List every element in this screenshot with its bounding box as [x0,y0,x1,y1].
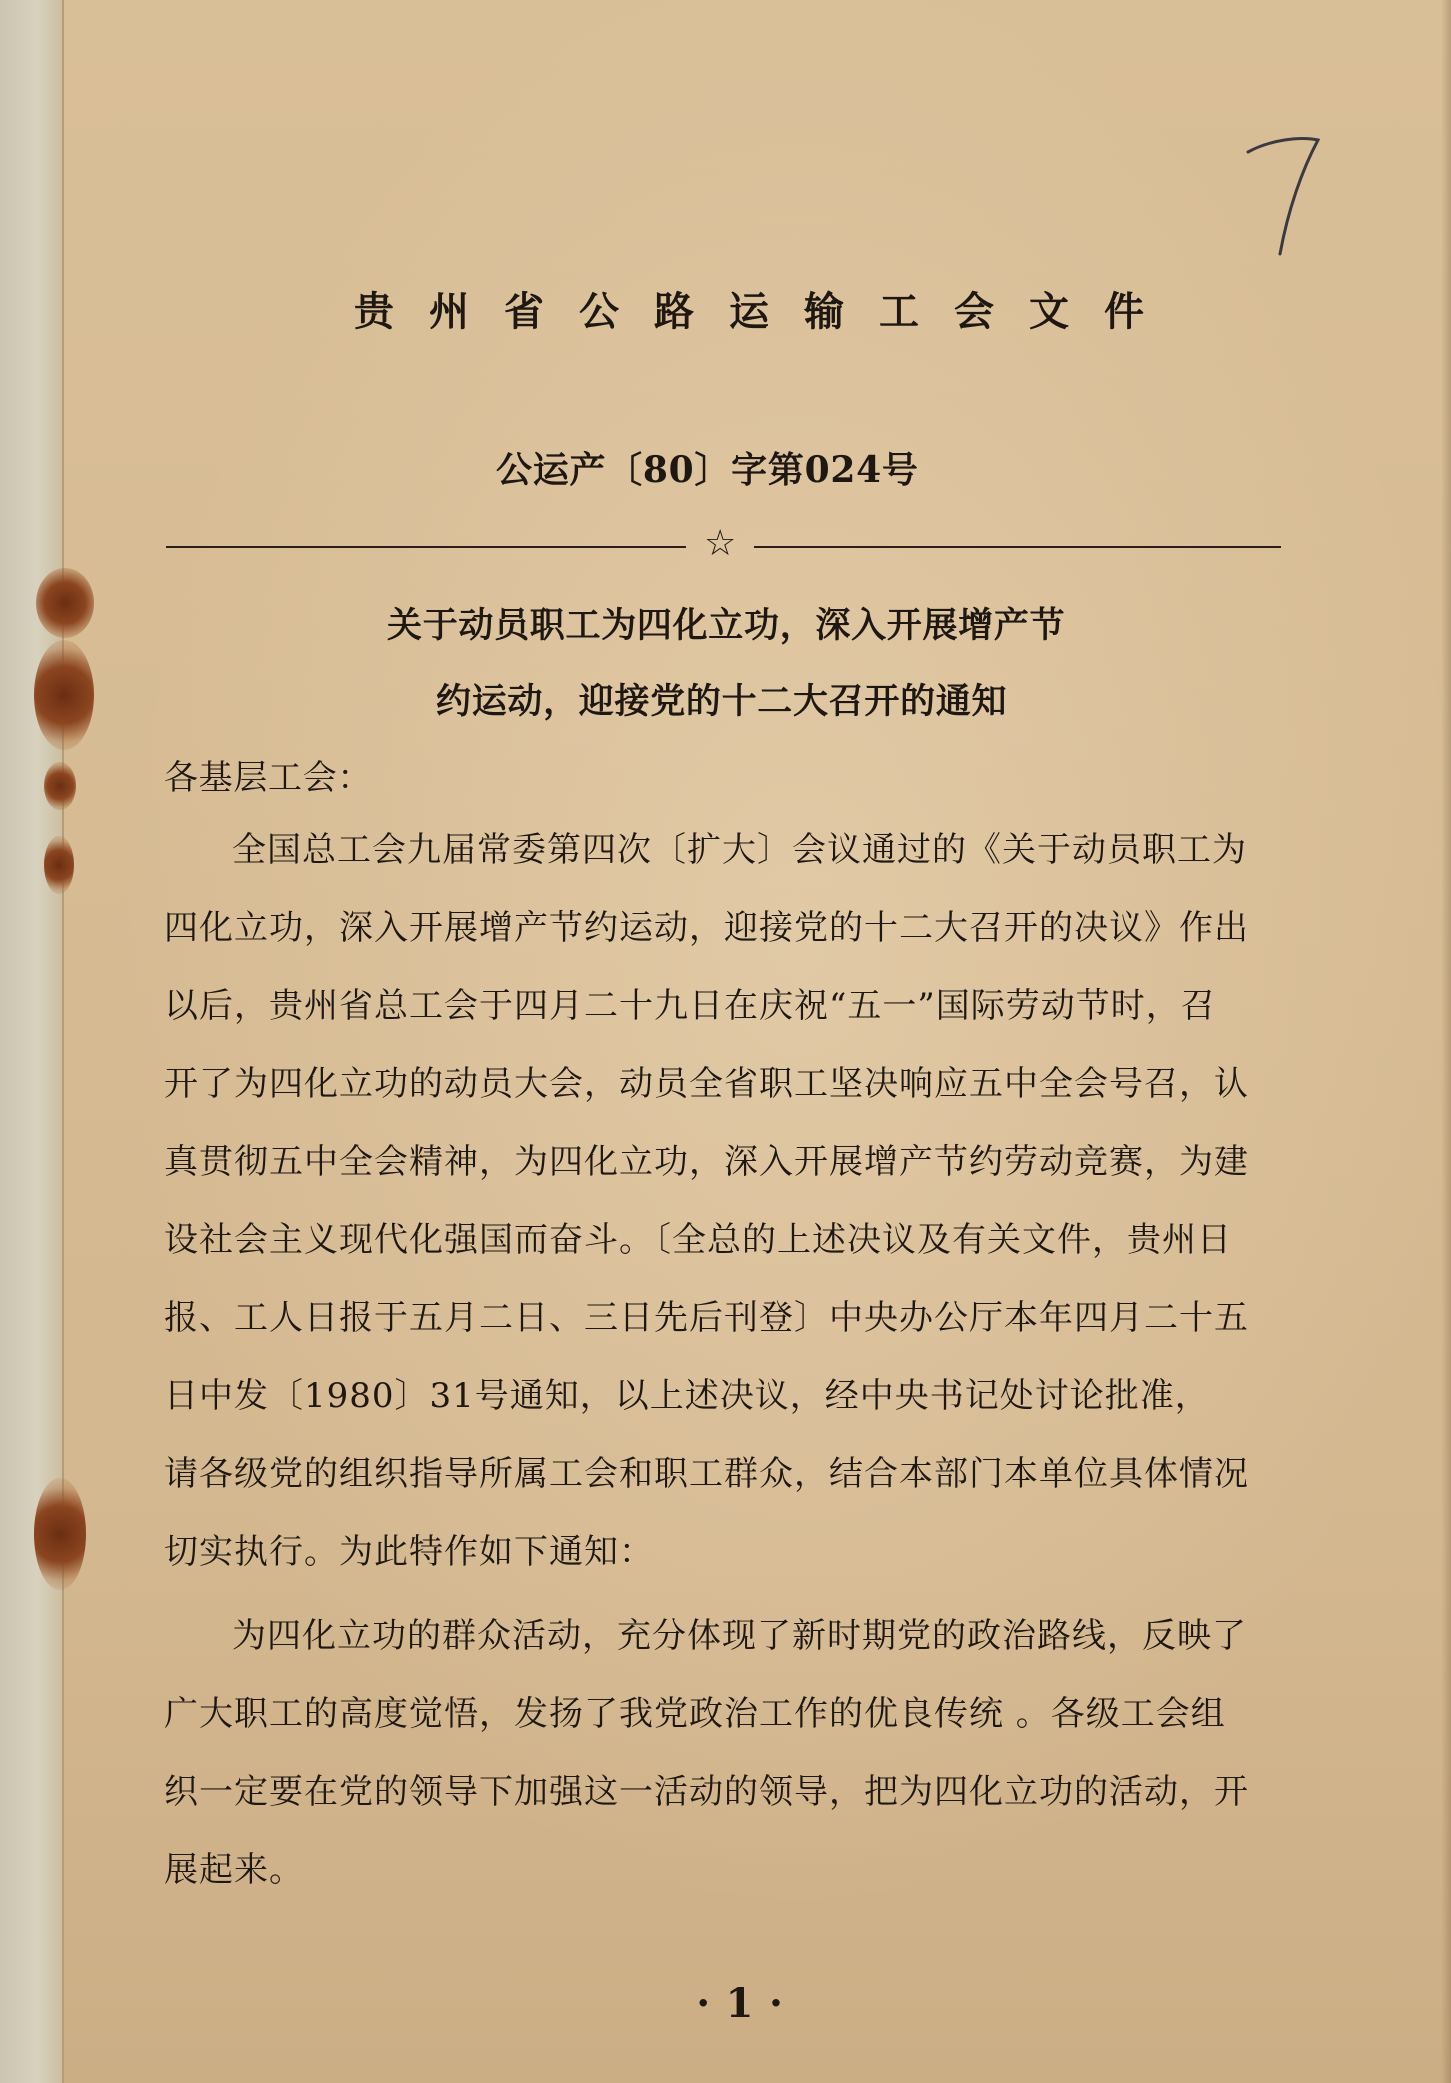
divider-line-right [754,546,1281,548]
rust-stain [34,1478,86,1590]
body-line: 四化立功，深入开展增产节约运动，迎接党的十二大召开的决议》作出 [164,908,1249,948]
rust-stain [44,762,76,810]
document-number: 公运产〔80〕字第024号 [496,449,919,491]
page-number: · 1 · [696,1980,784,2027]
body-line: 切实执行。为此特作如下通知： [164,1532,654,1572]
divider-line-left [166,546,686,548]
body-line: 报、工人日报于五月二日、三日先后刊登〕中央办公厅本年四月二十五 [164,1298,1249,1338]
notice-title-line-1: 关于动员职工为四化立功，深入开展增产节 [387,605,1066,646]
body-line: 展起来。 [164,1850,304,1890]
body-line: 全国总工会九届常委第四次〔扩大〕会议通过的《关于动员职工为 [232,830,1247,870]
rust-stain [34,640,94,750]
body-line: 为四化立功的群众活动，充分体现了新时期党的政治路线，反映了 [232,1616,1247,1656]
body-line: 日中发〔1980〕31号通知，以上述决议，经中央书记处讨论批准， [164,1376,1210,1416]
body-line: 织一定要在党的领导下加强这一活动的领导，把为四化立功的活动，开 [164,1772,1249,1812]
star-icon: ☆ [704,523,737,564]
notice-title-line-2: 约运动，迎接党的十二大召开的通知 [436,681,1008,722]
body-line: 开了为四化立功的动员大会，动员全省职工坚决响应五中全会号召，认 [164,1064,1249,1104]
title-divider [166,523,1281,564]
body-line: 真贯彻五中全会精神，为四化立功，深入开展增产节约劳动竞赛，为建 [164,1142,1249,1182]
rust-stain [44,836,74,894]
rust-stain [36,568,94,638]
body-line: 请各级党的组织指导所属工会和职工群众，结合本部门本单位具体情况 [164,1454,1249,1494]
issuer-title: 贵州省公路运输工会文件 [354,288,1179,335]
salutation: 各基层工会： [164,758,373,798]
page-edge-shadow [1441,0,1451,2083]
handwritten-mark-icon [1240,130,1330,260]
body-line: 设社会主义现代化强国而奋斗。〔全总的上述决议及有关文件，贵州日 [164,1220,1232,1260]
body-line: 以后，贵州省总工会于四月二十九日在庆祝“五一”国际劳动节时，召 [164,986,1216,1026]
binding-strip [0,0,64,2083]
body-line: 广大职工的高度觉悟，发扬了我党政治工作的优良传统 。各级工会组 [164,1694,1226,1734]
